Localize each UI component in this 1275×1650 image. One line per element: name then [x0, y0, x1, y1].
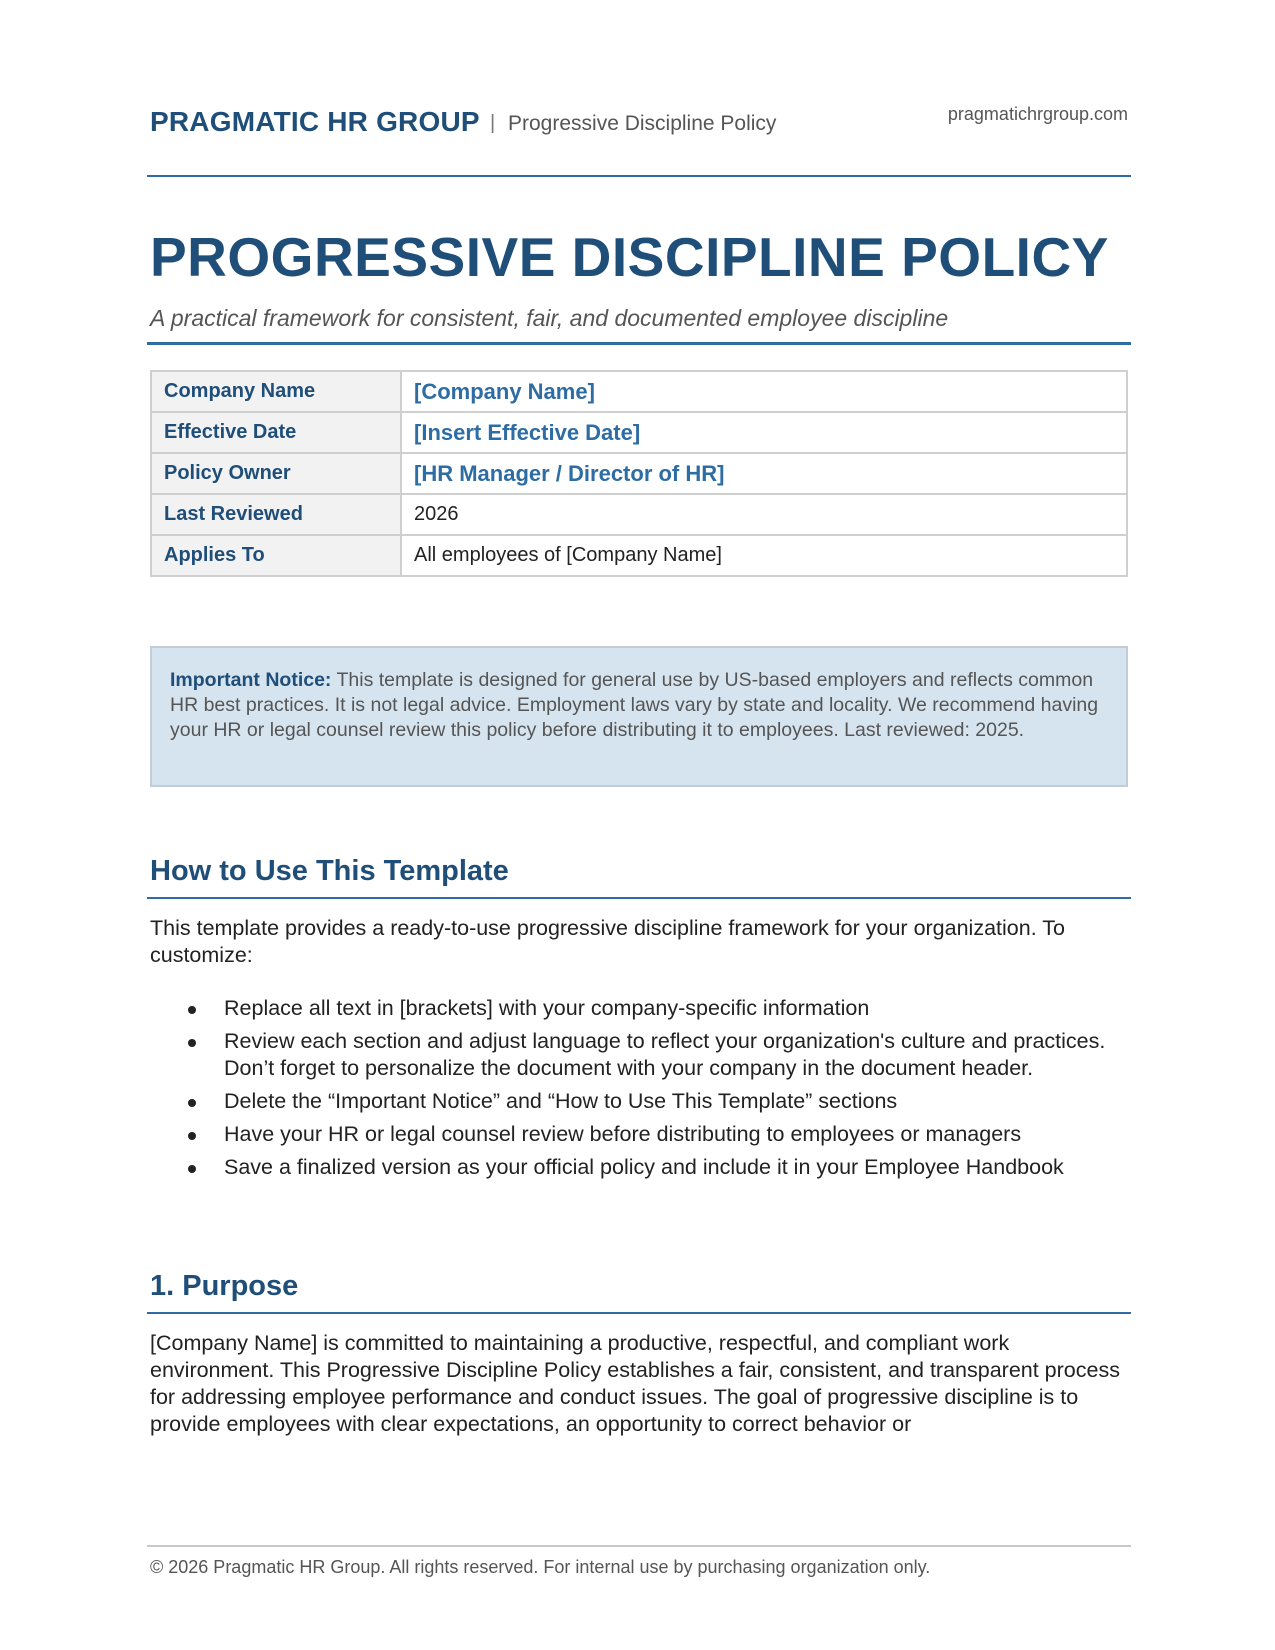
purpose-divider: [147, 1312, 1131, 1314]
title-divider: [147, 342, 1131, 345]
how-to-intro: This template provides a ready-to-use progressive discipline framework for your organization. To customize:: [150, 916, 1065, 967]
list-item: [150, 1088, 1130, 1115]
notice-label: Important Notice:: [170, 669, 332, 691]
row-value: [Company Name]: [401, 371, 1127, 412]
bullet-icon: [188, 1006, 196, 1014]
row-label: Last Reviewed: [151, 494, 401, 535]
list-item-text: Have your HR or legal counsel review before distributing to employees or managers: [224, 1122, 1022, 1146]
list-item-text: Delete the “Important Notice” and “How to Use This Template” sections: [224, 1089, 898, 1113]
list-item-text: Replace all text in [brackets] with your company-specific information: [224, 996, 870, 1020]
header-document-name: Progressive Discipline Policy: [508, 112, 777, 135]
page-header: [150, 100, 1128, 144]
brand-name: PRAGMATIC HR GROUP: [150, 106, 480, 137]
list-item: [150, 1028, 1130, 1082]
notice-text: This template is designed for general use by US-based employers and reflects common HR best practices. It is not legal advice. Employment laws vary by state and locality. We recommend having your HR or legal counsel review this policy before distributing it to employees. Last reviewed: 2025.: [170, 669, 1099, 741]
purpose-text: [Company Name] is committed to maintaining a productive, respectful, and compliant work environment. This Progressive Discipline Policy establishes a fair, consistent, and transparent process for addressing employee performance and conduct issues. The goal of progressive discipline is to provide employees with clear expectations, an opportunity to correct behavior or: [150, 1331, 1120, 1436]
website-url: pragmatichrgroup.com: [947, 104, 1128, 124]
list-item: [150, 995, 1130, 1022]
table-row: [151, 371, 1127, 412]
row-value: [Insert Effective Date]: [401, 412, 1127, 453]
header-divider: [147, 175, 1131, 177]
row-label: Policy Owner: [151, 453, 401, 494]
bullet-icon: [188, 1132, 196, 1140]
table-row: [151, 453, 1127, 494]
row-value: All employees of [Company Name]: [401, 535, 1127, 576]
header-separator: |: [490, 112, 496, 134]
row-label: Company Name: [151, 371, 401, 412]
row-value: 2026: [401, 494, 1127, 535]
table-row: [151, 535, 1127, 576]
list-item-text: Review each section and adjust language to reflect your organization's culture and practices. Don’t forget to personalize the document with your company in the document header.: [224, 1029, 1106, 1080]
policy-info-table: [150, 370, 1128, 577]
how-to-heading: How to Use This Template: [150, 855, 509, 887]
purpose-heading: 1. Purpose: [150, 1270, 299, 1302]
copyright-footer: © 2026 Pragmatic HR Group. All rights reserved. For internal use by purchasing organization only.: [150, 1557, 931, 1577]
important-notice-box: [150, 646, 1128, 787]
table-row: [151, 494, 1127, 535]
list-item: [150, 1121, 1130, 1148]
row-label: Applies To: [151, 535, 401, 576]
footer-divider: [147, 1545, 1131, 1547]
bullet-icon: [188, 1099, 196, 1107]
bullet-icon: [188, 1039, 196, 1047]
page-subtitle: A practical framework for consistent, fair, and documented employee discipline: [150, 305, 949, 331]
row-label: Effective Date: [151, 412, 401, 453]
how-to-list: [150, 995, 1130, 1187]
bullet-icon: [188, 1165, 196, 1173]
table-row: [151, 412, 1127, 453]
list-item: [150, 1154, 1130, 1181]
page-title: PROGRESSIVE DISCIPLINE POLICY: [150, 226, 1109, 288]
how-to-divider: [147, 897, 1131, 899]
row-value: [HR Manager / Director of HR]: [401, 453, 1127, 494]
list-item-text: Save a finalized version as your official policy and include it in your Employee Handbook: [224, 1155, 1064, 1179]
